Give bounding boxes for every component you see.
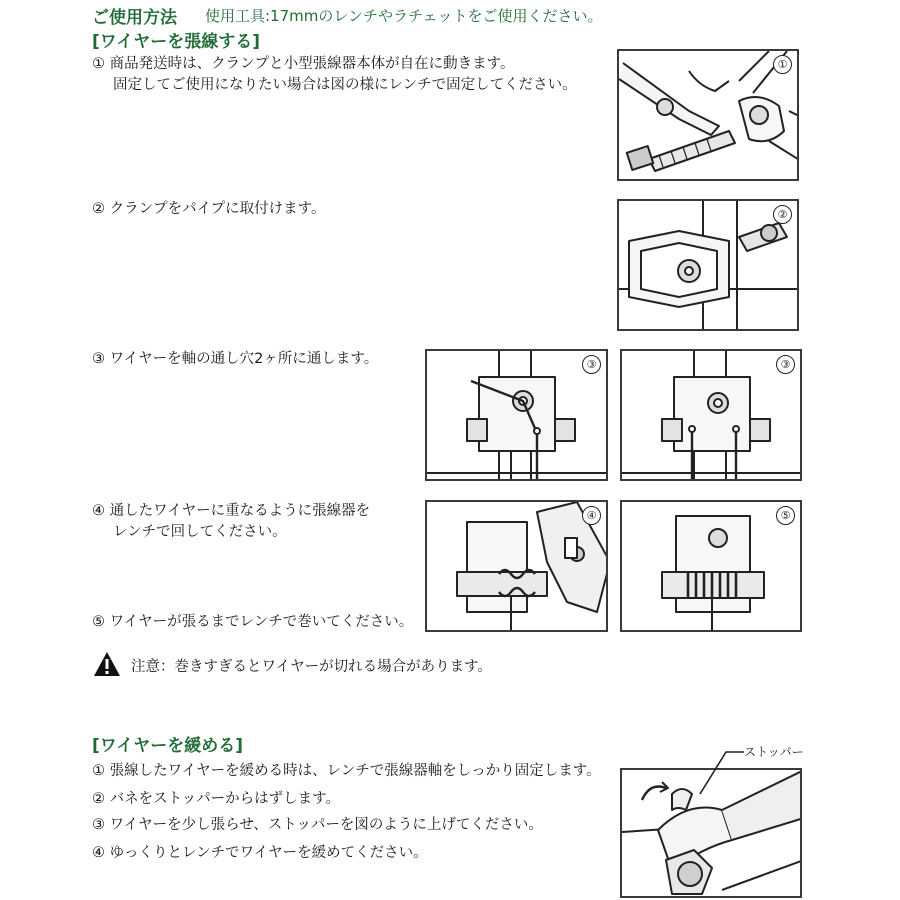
figure-4-number: ④ [582, 506, 601, 525]
figure-1-drawing [619, 51, 799, 181]
figure-4-wrench-turning [425, 500, 608, 632]
stopper-leader-line [686, 748, 746, 798]
loosen-step-2: ② バネをストッパーからはずします。 [92, 791, 341, 807]
figure-3a-drawing [427, 351, 608, 481]
figure-5-wire-wound [620, 500, 802, 632]
figure-1-number: ① [773, 55, 792, 74]
tools-note: 使用工具:17mmのレンチやラチェットをご使用ください。 [205, 7, 603, 25]
figure-3b-drawing [622, 351, 802, 481]
step-5: ⑤ ワイヤーが張るまでレンチで巻いてください。 [92, 614, 414, 630]
figure-2-clamp-on-pipe [617, 199, 799, 331]
loosen-step-4: ④ ゆっくりとレンチでワイヤーを緩めてください。 [92, 845, 428, 861]
page-title: ご使用方法 [92, 8, 177, 28]
figure-3a-number: ③ [582, 355, 601, 374]
figure-1-wrench-fixing [617, 49, 799, 181]
loosen-step-3: ③ ワイヤーを少し張らせ、ストッパーを図のように上げてください。 [92, 817, 543, 833]
figure-2-number: ② [773, 205, 792, 224]
figure-4-drawing [427, 502, 608, 632]
section-title-loosen: [ワイヤーを緩める] [92, 736, 244, 756]
figure-5-drawing [622, 502, 802, 632]
figure-2-drawing [619, 201, 799, 331]
step-1-line-2: 固定してご使用になりたい場合は図の様にレンチで固定してください。 [113, 77, 577, 93]
step-4-line-2: レンチで回してください。 [113, 524, 287, 540]
step-4-line-1: ④ 通したワイヤーに重なるように張線器を [92, 503, 371, 519]
figure-3b-number: ③ [776, 355, 795, 374]
figure-5-number: ⑤ [776, 506, 795, 525]
figure-3a-wire-through-holes [425, 349, 608, 481]
step-1-line-1: ① 商品発送時は、クランプと小型張線器本体が自在に動きます。 [92, 56, 515, 72]
warning-text: 注意：巻きすぎるとワイヤーが切れる場合があります。 [131, 659, 492, 675]
step-3: ③ ワイヤーを軸の通し穴2ヶ所に通します。 [92, 351, 379, 367]
warning-icon [93, 651, 121, 677]
stopper-label: ストッパー [744, 745, 804, 759]
figure-3b-wire-through-holes [620, 349, 802, 481]
loosen-step-1: ① 張線したワイヤーを緩める時は、レンチで張線器軸をしっかり固定します。 [92, 763, 601, 779]
step-2: ② クランプをパイプに取付けます。 [92, 201, 326, 217]
section-title-tension: [ワイヤーを張線する] [92, 32, 261, 52]
